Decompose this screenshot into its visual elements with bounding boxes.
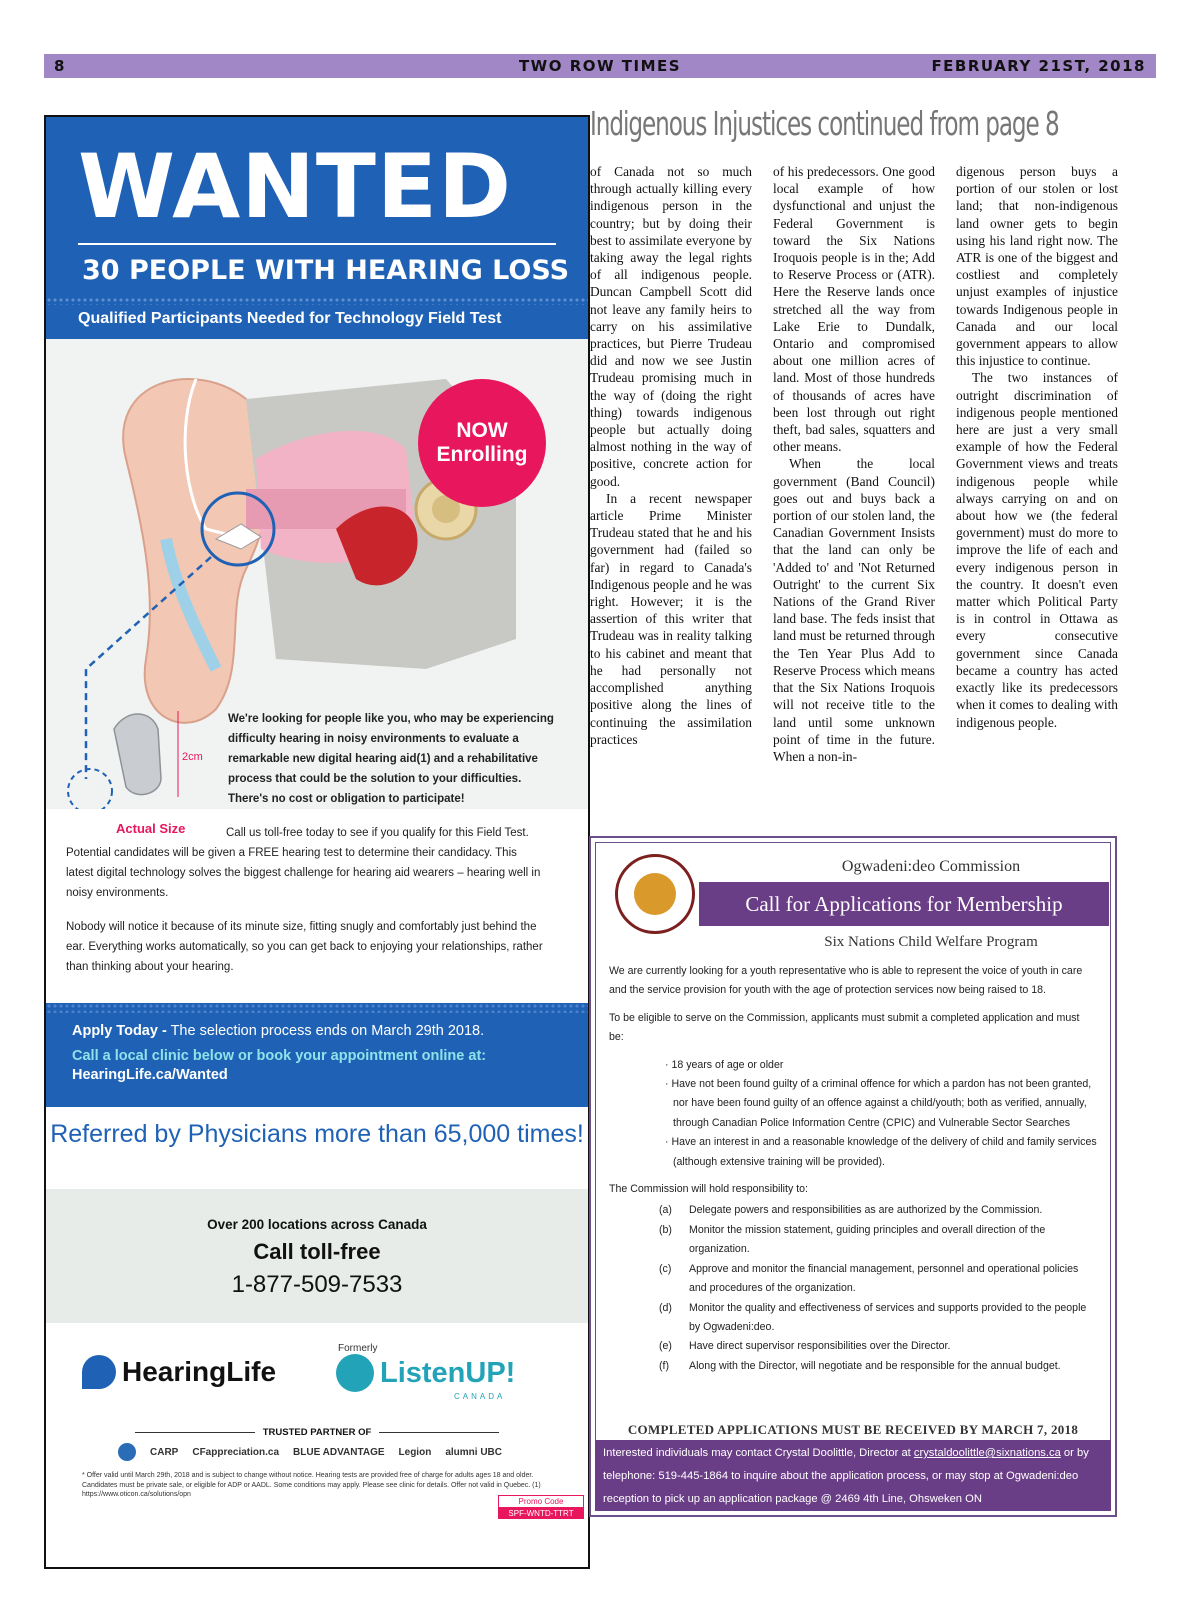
- dot-pattern: [46, 297, 588, 305]
- article-column-2: [773, 163, 935, 765]
- hearing-ad[interactable]: [44, 115, 590, 1569]
- application-deadline: COMPLETED APPLICATIONS MUST BE RECEIVED BY MARCH 7, 2018: [627, 1422, 1079, 1437]
- paragraph: The two instances of outright discrimination of indigenous people mentioned here are just a very small example of how the Federal Government views and treats indigenous people while always carrying on and on about how we (the federal government) must do more to improve the life of each and every indigenous person in the country. It doesn't even matter which Political Party is in control in Ottawa as every consecutive government since Canada became a country has acted exactly like its predecessors when it comes to dealing with indigenous people.: [956, 370, 1118, 730]
- divider: [78, 243, 556, 245]
- ad-subhead: 30 PEOPLE WITH HEARING LOSS: [82, 255, 570, 286]
- item-letter: (d): [659, 1301, 672, 1314]
- paragraph: When the local government (Band Council) goes out and buys back a portion of our stolen land, the Canadian Government Insists that the land can only be 'Added to' and 'Not Returned Outright' to the current Six Nations of the Grand River land base. The feds insist that land must be returned through the Ten Year Plus Add to Reserve Process which means that the Six Nations Iroquois will not receive title to the land until some unknown point of time in the future. When a non-in-: [773, 456, 935, 764]
- listenup-logo: [336, 1343, 515, 1401]
- list-item: [659, 1221, 1097, 1260]
- list-item: · 18 years of age or older: [665, 1058, 784, 1071]
- paragraph: In a recent newspaper article Prime Minister Trudeau stated that he and his government had (failed so far) in regard to Canada's Indigenous people and he was right. However; it is the assertion of this writer that Trudeau was in reality talking to his cabinet and meant that he had personally not accomplished anything positive along the lines of continuing the assimilation practices: [590, 490, 752, 747]
- locations-map: [46, 1189, 588, 1323]
- item-text: Along with the Director, will negotiate and be responsible for the annual budget.: [689, 1359, 1061, 1372]
- partner-logos: [118, 1443, 548, 1461]
- ad-qualifier: Qualified Participants Needed for Technology Field Test: [78, 310, 502, 327]
- notice-intro: We are currently looking for a youth representative who is able to represent the voice of youth in care and the service provision for youth with the age of protection services now being raised to 18.: [609, 965, 1083, 997]
- contact-email-link[interactable]: crystaldoolittle@sixnations.ca: [913, 1447, 1061, 1459]
- paragraph: of Canada not so much through actually killing every indigenous person in the country; but by doing their best to assimilate everyone by taking away the legal rights of all indigenous people. Duncan Campbell Scott did not leave any family heirs to carry on his assimilative practices, but Pierre Trudeau did and now we see Justin Trudeau promising much in the way of (doing the right thing) towards indigenous people but actually doing almost nothing in the way of positive, concrete action for good.: [590, 164, 752, 489]
- item-letter: (c): [659, 1262, 672, 1275]
- promo-label: Promo Code: [498, 1495, 584, 1508]
- issue-date: FEBRUARY 21ST, 2018: [931, 57, 1146, 75]
- list-item: · Have not been found guilty of a criminal offence for which a pardon has not been granted, nor have been found guilty of an offence against a child/youth; both as verified, annually, through Canadian Police Information Centre (CPIC) and Vulnerable Sector Searches: [665, 1078, 1092, 1129]
- now-enrolling-badge: [418, 379, 546, 507]
- promo-code: [498, 1495, 584, 1519]
- item-letter: (b): [659, 1223, 672, 1236]
- item-text: Monitor the quality and effectiveness of services and supports provided to the people by Ogwadeni:deo.: [689, 1301, 1087, 1333]
- item-letter: (f): [659, 1359, 669, 1372]
- ad-lead-text: We're looking for people like you, who may be experiencing difficulty hearing in noisy environments to evaluate a remarkable new digital hearing aid(1) and a rehabilitative process that could be the solution to your difficulties. There's no cost or obligation to participate!: [228, 713, 554, 805]
- article-headline: Indigenous Injustices continued from page 8: [590, 104, 1059, 143]
- page-header: [44, 54, 1156, 78]
- notice-body: [609, 962, 1097, 1376]
- criteria-list: [609, 1056, 1097, 1172]
- item-text: Delegate powers and responsibilities as are authorized by the Commission.: [689, 1204, 1043, 1217]
- contact-pre: Interested individuals may contact Crystal Doolittle, Director at: [603, 1447, 914, 1459]
- apply-deadline: The selection process ends on March 29th 2018.: [166, 1023, 485, 1039]
- apply-line: [72, 1023, 484, 1039]
- list-item: · Have an interest in and a reasonable knowledge of the delivery of child and family services (although extensive training will be provided).: [665, 1136, 1097, 1168]
- badge-line-2: Enrolling: [436, 443, 528, 466]
- article-body: [590, 163, 1118, 765]
- contact-post: or by telephone: 519-445-1864 to inquire about the application process, or may stop at Ogwadeni:deo reception to pick up an application package @ 2469 4th Line, Ohsweken ON: [603, 1447, 1089, 1505]
- partner-4: Legion: [398, 1446, 432, 1458]
- size-dimension: 2cm: [182, 751, 203, 763]
- list-item: [659, 1299, 1097, 1338]
- call-toll-free: Call toll-free: [253, 1239, 381, 1264]
- ad-body-1: [66, 823, 546, 903]
- ogwadenideo-seal-icon: [615, 854, 695, 934]
- promo-value: SPF-WNTD-TTRT: [498, 1508, 584, 1519]
- listenup-canada: CANADA: [454, 1392, 506, 1401]
- apply-bold: Apply Today -: [72, 1023, 167, 1039]
- item-text: Monitor the mission statement, guiding principles and overall direction of the organization.: [689, 1223, 1046, 1256]
- hearinglife-text: HearingLife: [122, 1356, 277, 1387]
- swirl-icon: [336, 1354, 374, 1392]
- page-number: 8: [54, 57, 66, 75]
- item-text: Have direct supervisor responsibilities over the Director.: [689, 1340, 951, 1353]
- eligibility-intro: To be eligible to serve on the Commission, applicants must submit a completed application and must be:: [609, 1011, 1080, 1044]
- formerly-label: Formerly: [338, 1343, 378, 1354]
- referred-text: Referred by Physicians more than 65,000 times!: [50, 1120, 584, 1148]
- list-item: [659, 1357, 1097, 1376]
- partner-3: BLUE ADVANTAGE: [293, 1446, 385, 1458]
- listenup-text: ListenUP!: [380, 1356, 516, 1389]
- dot-pattern: [46, 1003, 588, 1013]
- hearinglife-logo: [82, 1355, 276, 1389]
- call-clinic-text: Call a local clinic below or book your appointment online at:: [72, 1048, 487, 1064]
- list-item: [659, 1260, 1097, 1299]
- notice-title: Call for Applications for Membership: [699, 882, 1109, 926]
- commission-notice: [589, 836, 1117, 1517]
- carp-icon: [118, 1443, 136, 1461]
- phone-number[interactable]: 1-877-509-7533: [231, 1271, 403, 1298]
- commission-name: Ogwadeni:deo Commission: [841, 858, 1021, 875]
- program-name: Six Nations Child Welfare Program: [824, 934, 1038, 950]
- brand-logos: [46, 1323, 588, 1423]
- article-column-3: [956, 163, 1118, 765]
- item-letter: (a): [659, 1204, 672, 1217]
- badge-line-1: NOW: [456, 418, 508, 442]
- ad-headline: WANTED: [78, 135, 513, 238]
- paragraph: of his predecessors. One good local example of how dysfunctional and unjust the Federal Government is toward the Six Nations Iroquois people is in the; Add to Reserve Process or (ATR). Here the Reserve lands once stretched all the way from Lake Erie to Dundalk, Ontario and compromised about one million acres of land. Most of those hundreds of thousands of acres have been lost through out right theft, bad sales, squatters and other means.: [773, 164, 935, 455]
- paragraph: digenous person buys a portion of our stolen or lost land; that non-indigenous land owner gets to begin using his land right now. The ATR is one of the biggest and costliest and completely unjust examples of injustice towards Indigenous people in Canada and our local government appears to allow this injustice to continue.: [956, 164, 1118, 369]
- actual-size-label: Actual Size: [116, 821, 186, 836]
- ad-url-link[interactable]: HearingLife.ca/Wanted: [72, 1067, 228, 1083]
- ad-body-1-text: Call us toll-free today to see if you qualify for this Field Test. Potential candidates will be given a FREE hearing test to determine their candidacy. This latest digital technology solves the biggest challenge for hearing aid wearers – hearing well in noisy environments.: [66, 827, 541, 899]
- item-letter: (e): [659, 1340, 672, 1353]
- item-text: Approve and monitor the financial management, personnel and operational policies and procedures of the organization.: [689, 1262, 1079, 1295]
- list-item: [659, 1201, 1097, 1220]
- ad-body-2: Nobody will notice it because of its minute size, fitting snugly and comfortably just behind the ear. Everything works automatically, so you can get back to enjoying your relationships, rather than thinking about your hearing.: [66, 921, 543, 973]
- responsibility-list: [609, 1201, 1097, 1376]
- partner-2: CFappreciation.ca: [192, 1446, 280, 1458]
- list-item: [659, 1337, 1097, 1356]
- article-column-1: [590, 163, 752, 765]
- partner-1: CARP: [150, 1446, 179, 1458]
- responsibility-intro: The Commission will hold responsibility to:: [609, 1183, 809, 1196]
- apply-banner: [46, 1003, 588, 1107]
- locations-text: Over 200 locations across Canada: [207, 1217, 427, 1232]
- trusted-partner-label: TRUSTED PARTNER OF: [118, 1427, 516, 1438]
- speech-bubble-icon: [82, 1355, 116, 1389]
- paper-name: TWO ROW TIMES: [518, 57, 682, 75]
- partner-5: alumni UBC: [445, 1446, 502, 1458]
- contact-info: [595, 1440, 1111, 1511]
- fine-print: * Offer valid until March 29th, 2018 and is subject to change without notice. Hearing tests are provided free of charge for adults ages 18 and older. Candidates must be private sale, or eligible for ADP or AADL. Some conditions may apply. Please see clinic for details. Offer not valid in Quebec. (1) https://www.oticon.ca/solutions/opn: [82, 1472, 541, 1498]
- ad-banner: [46, 117, 588, 339]
